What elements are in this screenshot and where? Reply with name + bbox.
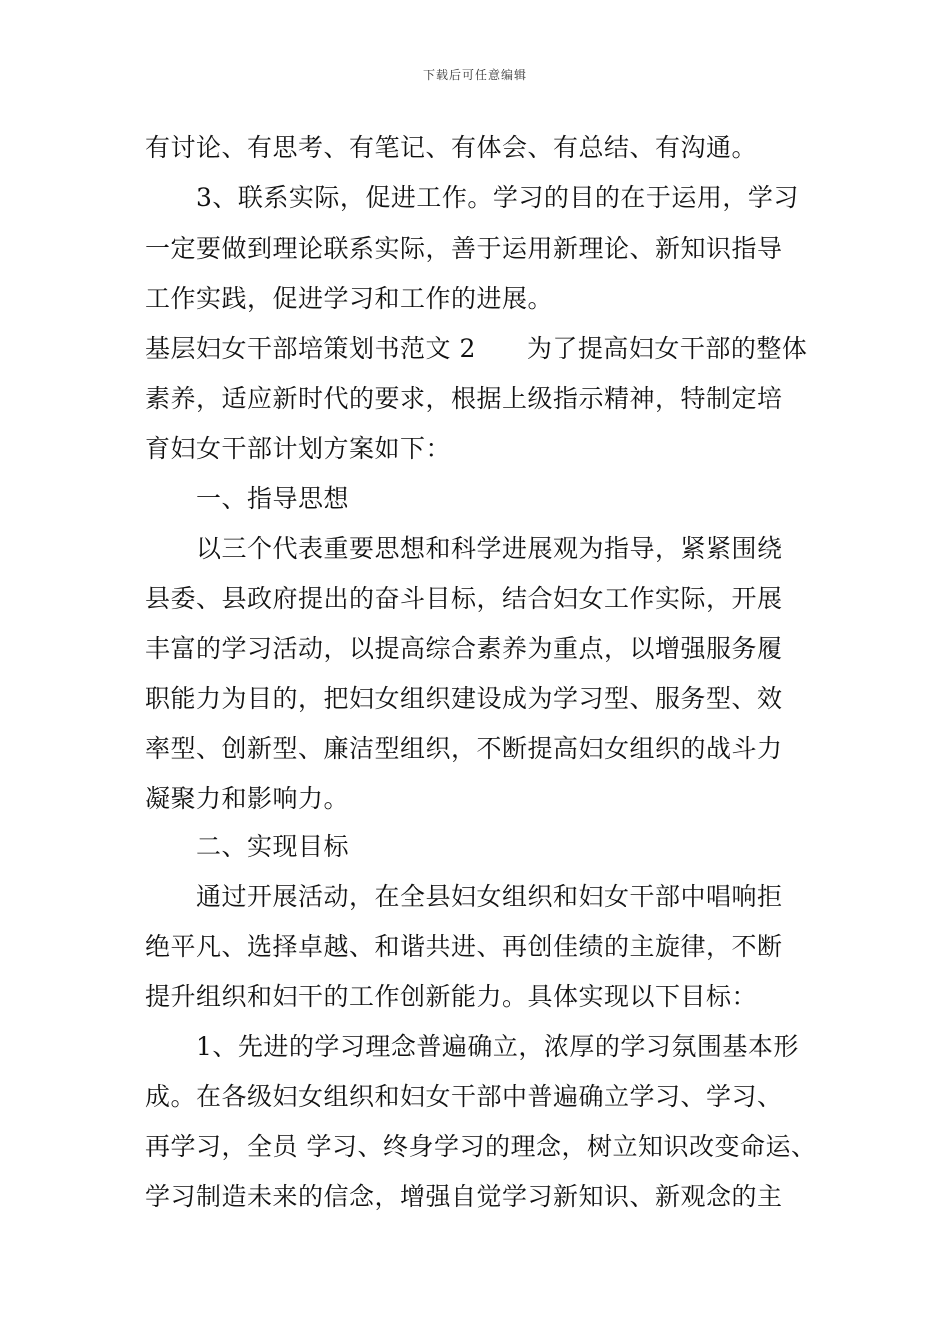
paragraph-line: 职能力为目的，把妇女组织建设成为学习型、服务型、效 [145,684,783,713]
paragraph-line: 再学习，全员 学习、终身学习的理念，树立知识改变命运、 [145,1132,817,1161]
header-note: 下载后可任意编辑 [422,68,527,82]
paragraph-line: 绝平凡、选择卓越、和谐共进、再创佳绩的主旋律，不断 [145,932,783,961]
section-title: 二、实现目标 [196,832,350,861]
paragraph-line: 以三个代表重要思想和科学进展观为指导，紧紧围绕 [196,534,783,563]
section-heading-line: 基层妇女干部培策划书范文 2 为了提高妇女干部的整体 [145,334,808,363]
paragraph-line: 3、联系实际，促进工作。学习的目的在于运用，学习 [196,183,799,212]
paragraph-line: 工作实践，促进学习和工作的进展。 [145,284,554,313]
paragraph-line: 素养，适应新时代的要求，根据上级指示精神，特制定培 [145,384,783,413]
paragraph-line: 丰富的学习活动，以提高综合素养为重点，以增强服务履 [145,634,783,663]
paragraph-line: 成。在各级妇女组织和妇女干部中普遍确立学习、学习、 [145,1082,783,1111]
paragraph-line: 通过开展活动，在全县妇女组织和妇女干部中唱响拒 [196,882,783,911]
paragraph-line: 育妇女干部计划方案如下： [145,434,452,463]
paragraph-line: 县委、县政府提出的奋斗目标，结合妇女工作实际，开展 [145,584,783,613]
paragraph-line: 学习制造未来的信念，增强自觉学习新知识、新观念的主 [145,1182,783,1211]
section-title: 一、指导思想 [196,484,350,513]
paragraph-line: 率型、创新型、廉洁型组织，不断提高妇女组织的战斗力 [145,734,783,763]
paragraph-line: 凝聚力和影响力。 [145,784,350,813]
paragraph-line: 有讨论、有思考、有笔记、有体会、有总结、有沟通。 [145,133,758,162]
paragraph-line: 一定要做到理论联系实际，善于运用新理论、新知识指导 [145,234,783,263]
paragraph-line: 1、先进的学习理念普遍确立，浓厚的学习氛围基本形 [196,1032,799,1061]
paragraph-line: 提升组织和妇干的工作创新能力。具体实现以下目标： [145,982,758,1011]
